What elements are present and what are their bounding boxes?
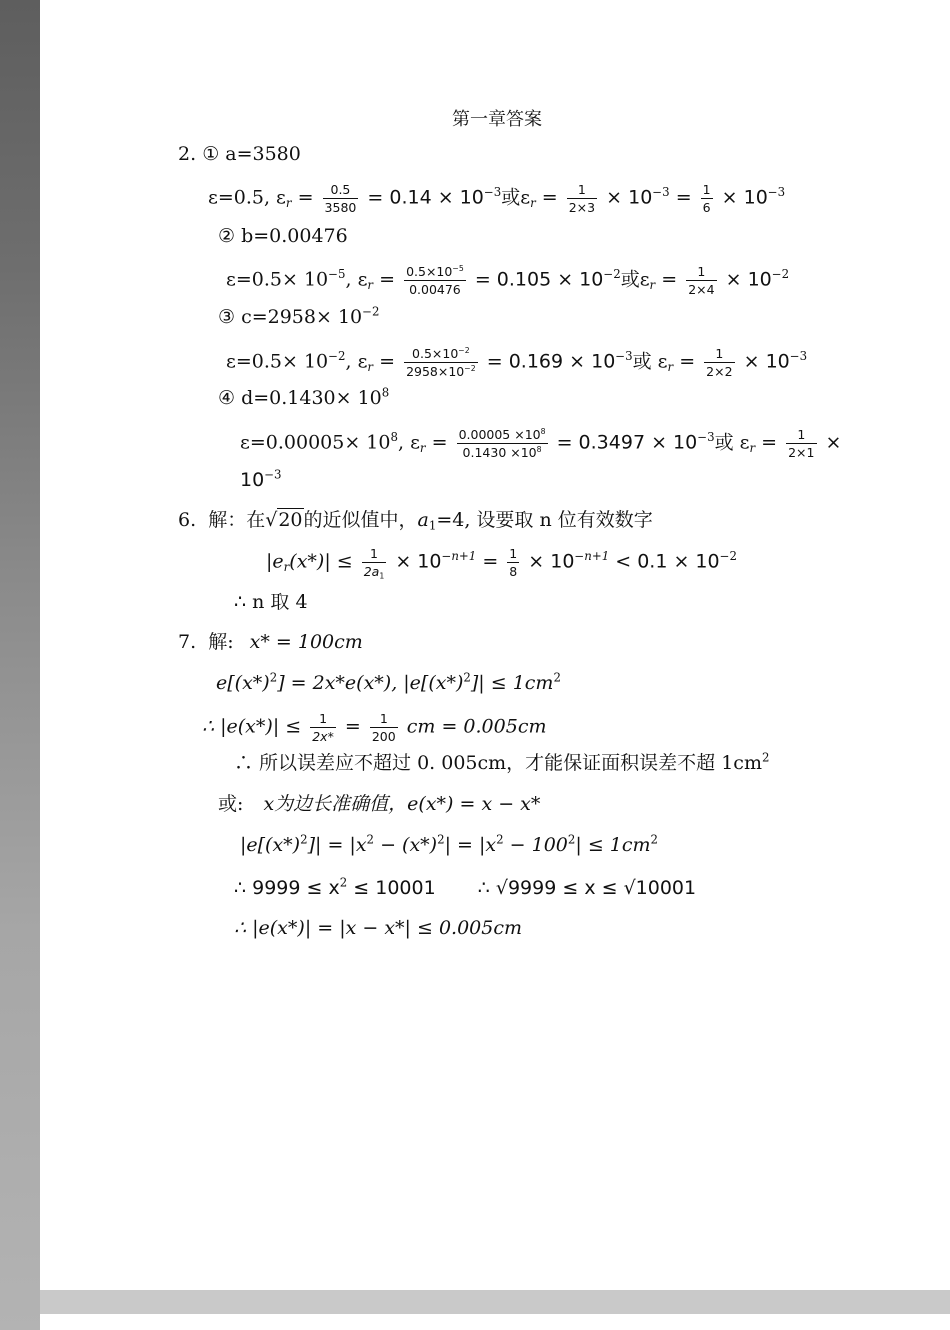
fraction: $\frac{1}{2\times 3}$ [568,182,596,215]
q2-part4-head: ④ $d=0.1430\times 10^8$ [218,385,390,409]
q7-line-2: $e[(x*)^2] = 2x*e(x*)$, $|e[(x*)^2]| \le 1cm^2$ [216,670,561,694]
q2-line-a [178,142,301,166]
q7-line-3: ∴ |e(x*)| ≤ $\frac{1}{2x*}$ = $\frac{1}{200}$ cm = 0.005cm [202,711,547,744]
q7-line-1: 7. 解: x* = 100cm [178,631,363,653]
q2-part2-eq: $\varepsilon=0.5\times 10^{-5}$, $\varepsilon_r$ = $\frac{0.5\times 10^{-5}}{0.00476}$ = $0.105 \times 10^{-2}$或$\varepsilon_r$ = $\frac{1}{2\times 4}$ × $10^{-2}$ [226,263,790,297]
q7-number: 7. [178,631,197,653]
fraction: $\frac{1}{2a_1}$ [363,546,385,581]
fraction: $\frac{0.5\times 10^{-5}}{0.00476}$ [406,263,464,297]
q7-line-6: $|e[(x*)^2]| = |x^2 - (x*)^2| = |x^2 - 100^2| \le 1cm^2$ [240,832,659,856]
fraction: $\frac{1}{2\times 2}$ [706,346,733,379]
fraction: $\frac{0.5\times 10^{-2}}{2958\times 10^{-2}}$ [406,345,476,379]
q2-part3-eq: $\varepsilon=0.5\times 10^{-2}$, $\varepsilon_r$ = $\frac{0.5\times 10^{-2}}{2958\times 10^{-2}}$ = $0.169 \times 10^{-3}$或 $\varepsilon_r$ = $\frac{1}{2\times 2}$ × $10^{-3}$ [226,345,808,379]
q7-line-5: 或: x为边长准确值，e(x*) = x − x* [218,793,541,815]
fraction: $\frac{1}{8}$ [509,546,518,579]
next-page-edge [40,1314,950,1330]
viewer-left-sidebar [0,0,40,1330]
q6-line-3: ∴ n 取 4 [234,591,308,613]
q7-line-7: ∴ $9999 \le x^2 \le 10001$ ∴ √9999 ≤ x ≤ √10001 [234,875,697,899]
q2-part4-eq: $\varepsilon=0.00005\times 10^8$, $\varepsilon_r$ = $\frac{0.00005 \times 10^8}{0.1430 \times 10^8}$ = $0.3497 \times 10^{-3}$或 $\varepsilon_r$ = $\frac{1}{2\times 1}$ × [240,426,842,460]
fraction: $\frac{1}{2x*}$ [312,711,334,744]
fraction: $\frac{1}{200}$ [371,711,396,744]
q2-number: 2. [178,143,197,165]
page-title: 第一章答案 [452,109,542,130]
q7-line-4: ∴ 所以误差应不超过 0. 005cm，才能保证面积误差不超 $1cm^2$ [234,750,770,774]
q2-part2-head: ② b=0.00476 [218,225,348,247]
fraction: $\frac{1}{6}$ [702,182,711,215]
q6-line-1: 6. 解：在√20的近似值中，$a_1=4$, 设要取 n 位有效数字 [178,509,653,533]
fraction: $\frac{1}{2\times 4}$ [688,264,715,297]
q2-part1-head: ① a=3580 [202,143,301,165]
q2-part4-cont: $10^{-3}$ [240,467,282,491]
q6-line-2: $|e_r(x*)|$ ≤ $\frac{1}{2a_1}$ × $10^{-n+1}$ = $\frac{1}{8}$ × $10^{-n+1} < 0.1 \times 10^{-2}$ [266,546,737,581]
fraction: $\frac{1}{2\times 1}$ [788,427,815,460]
q7-line-8: ∴ |e(x*)| = |x − x*| ≤ 0.005cm [234,917,522,939]
q2-part1-eq: ε=0.5, $\varepsilon_r$ = $\frac{0.5}{3580}$ = $0.14 \times 10^{-3}$或$\varepsilon_r$ = $\frac{1}{2\times 3}$ × $10^{-3}$ = $\frac{1}{6}$ × $10^{-3}$ [208,182,786,215]
q2-part3-head: ③ $c=2958\times 10^{-2}$ [218,304,380,328]
fraction: $\frac{0.5}{3580}$ [324,182,357,215]
fraction: $\frac{0.00005 \times 10^8}{0.1430 \times 10^8}$ [458,426,546,460]
sqrt-symbol: √20 [265,509,303,531]
q6-number: 6. [178,509,197,531]
